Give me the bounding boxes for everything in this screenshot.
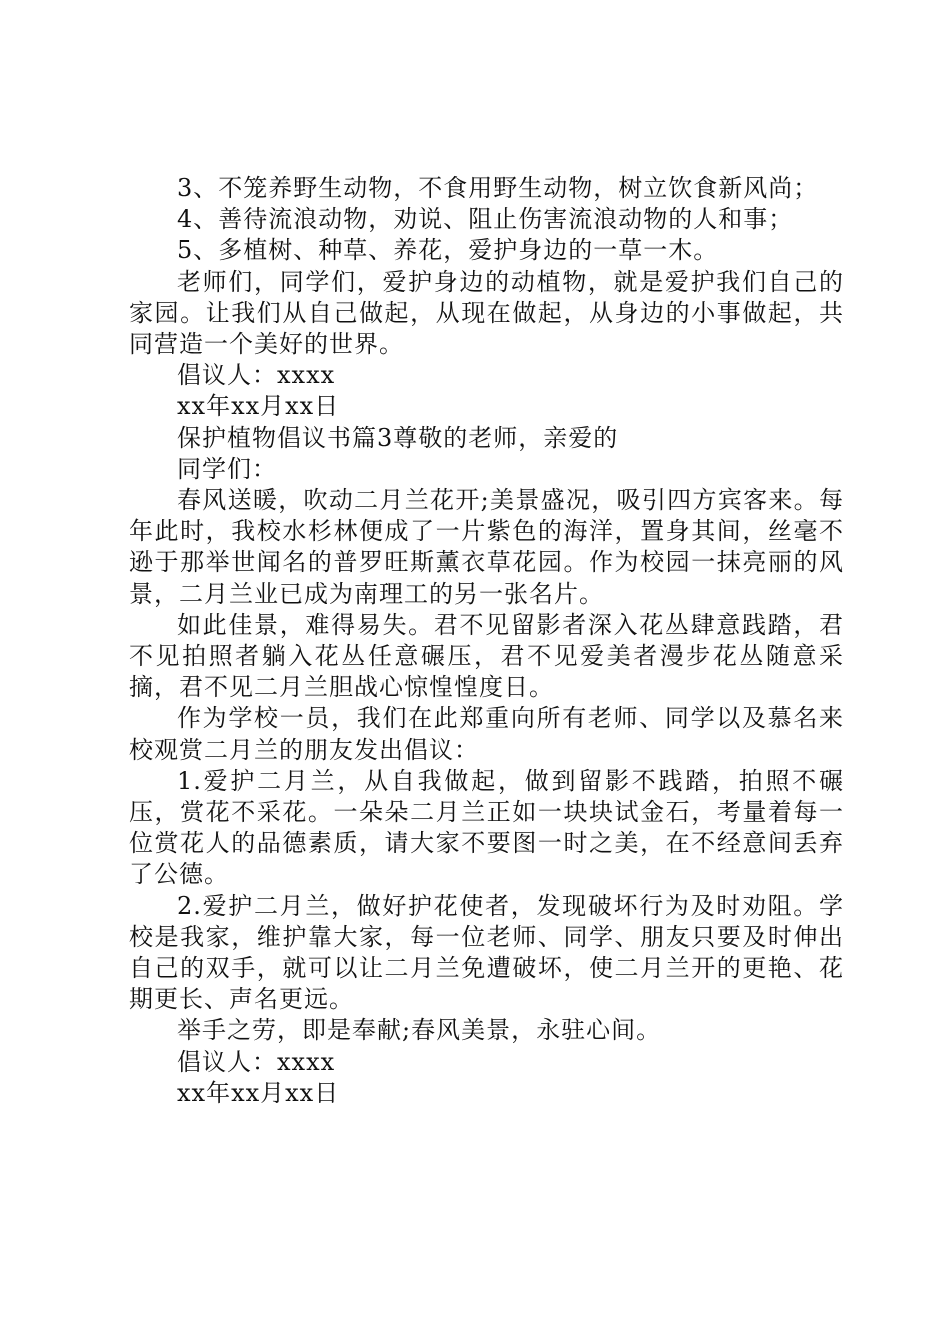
paragraph: 春风送暖，吹动二月兰花开;美景盛况，吸引四方宾客来。每年此时，我校水杉林便成了一片紫色的海洋，置身其间，丝毫不逊于那举世闻名的普罗旺斯薰衣草花园。作为校园一抹亮丽的风景，二月兰业已成为南理工的另一张名片。 <box>129 486 844 608</box>
date-line: xx年xx月xx日 <box>177 392 340 421</box>
paragraph: 老师们，同学们，爱护身边的动植物，就是爱护我们自己的家园。让我们从自己做起，从现在做起，从身边的小事做起，共同营造一个美好的世界。 <box>129 267 844 359</box>
paragraph: 如此佳景，难得易失。君不见留影者深入花丛肆意践踏，君不见拍照者躺入花丛任意碾压，君不见爱美者漫步花丛随意采摘，君不见二月兰胆战心惊惶惶度日。 <box>129 610 844 702</box>
paragraph: 作为学校一员，我们在此郑重向所有老师、同学以及慕名来校观赏二月兰的朋友发出倡议： <box>129 704 844 764</box>
paragraph: 举手之劳，即是奉献;春风美景，永驻心间。 <box>177 1016 662 1045</box>
signatory-line: 倡议人：xxxx <box>177 361 336 390</box>
salutation: 同学们： <box>177 454 277 483</box>
section-heading: 保护植物倡议书篇3尊敬的老师，亲爱的 <box>177 423 619 452</box>
signatory-line: 倡议人：xxxx <box>177 1047 336 1076</box>
paragraph: 2.爱护二月兰，做好护花使者，发现破坏行为及时劝阻。学校是我家，维护靠大家，每一位老师、同学、朋友只要及时伸出自己的双手，就可以让二月兰免遭破坏，使二月兰开的更艳、花期更长、声名更远。 <box>129 891 844 1014</box>
paragraph: 5、多植树、种草、养花，爱护身边的一草一木。 <box>177 236 719 265</box>
paragraph: 4、善待流浪动物，劝说、阻止伤害流浪动物的人和事； <box>177 205 794 234</box>
date-line: xx年xx月xx日 <box>177 1078 340 1107</box>
document-body <box>129 173 844 1109</box>
paragraph: 1.爱护二月兰，从自我做起，做到留影不践踏，拍照不碾压，赏花不采花。一朵朵二月兰正如一块块试金石，考量着每一位赏花人的品德素质，请大家不要图一时之美，在不经意间丢弃了公德。 <box>129 766 844 889</box>
paragraph: 3、不笼养野生动物，不食用野生动物，树立饮食新风尚； <box>177 174 819 202</box>
